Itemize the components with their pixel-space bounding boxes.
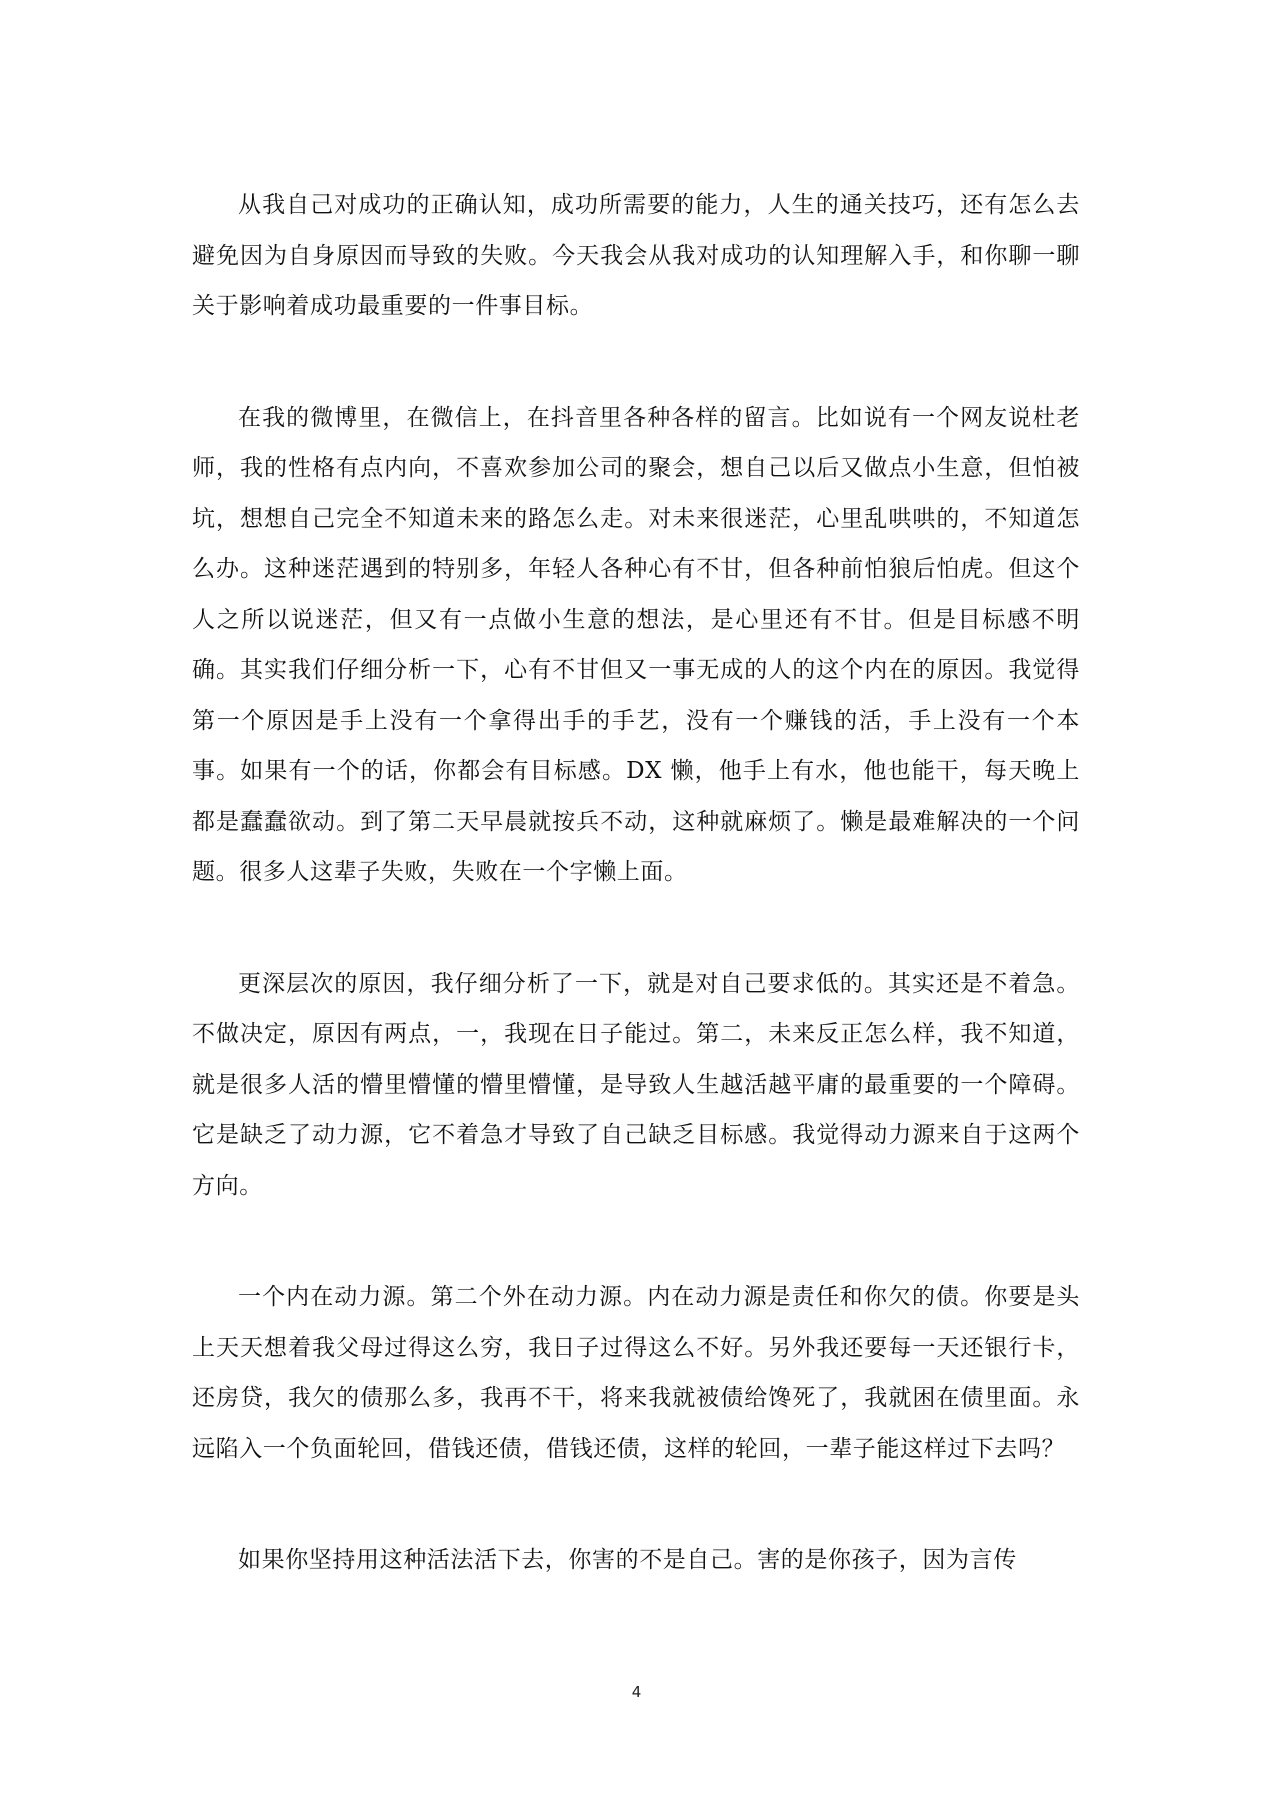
paragraph-2: 在我的微博里，在微信上，在抖音里各种各样的留言。比如说有一个网友说杜老师，我的性格有点内向，不喜欢参加公司的聚会，想自己以后又做点小生意，但怕被坑，想想自己完全不知道未来的路怎么走。对未来很迷茫，心里乱哄哄的，不知道怎么办。这种迷茫遇到的特别多，年轻人各种心有不甘，但各种前怕狼后怕虎。但这个人之所以说迷茫，但又有一点做小生意的想法，是心里还有不甘。但是目标感不明确。其实我们仔细分析一下，心有不甘但又一事无成的人的这个内在的原因。我觉得第一个原因是手上没有一个拿得出手的手艺，没有一个赚钱的活，手上没有一个本事。如果有一个的话，你都会有目标感。DX 懒，他手上有水，他也能干，每天晚上都是蠢蠢欲动。到了第二天早晨就按兵不动，这种就麻烦了。懒是最难解决的一个问题。很多人这辈子失败，失败在一个字懒上面。 bbox=[192, 404, 1080, 885]
paragraph-1: 从我自己对成功的正确认知，成功所需要的能力，人生的通关技巧，还有怎么去避免因为自身原因而导致的失败。今天我会从我对成功的认知理解入手，和你聊一聊关于影响着成功最重要的一件事目标。 bbox=[192, 192, 1080, 319]
page-number: 4 bbox=[631, 1683, 642, 1701]
body-text bbox=[192, 180, 1080, 1647]
paragraph-5: 如果你坚持用这种活法活下去，你害的不是自己。害的是你孩子，因为言传 bbox=[238, 1547, 1017, 1573]
paragraph-4: 一个内在动力源。第二个外在动力源。内在动力源是责任和你欠的债。你要是头上天天想着我父母过得这么穷，我日子过得这么不好。另外我还要每一天还银行卡，还房贷，我欠的债那么多，我再不干，将来我就被债给馋死了，我就困在债里面。永远陷入一个负面轮回，借钱还债，借钱还债，这样的轮回，一辈子能这样过下去吗？ bbox=[192, 1284, 1080, 1462]
paragraph-3: 更深层次的原因，我仔细分析了一下，就是对自己要求低的。其实还是不着急。不做决定，原因有两点，一，我现在日子能过。第二，未来反正怎么样，我不知道，就是很多人活的懵里懵懂的懵里懵懂，是导致人生越活越平庸的最重要的一个障碍。它是缺乏了动力源，它不着急才导致了自己缺乏目标感。我觉得动力源来自于这两个方向。 bbox=[192, 970, 1080, 1199]
